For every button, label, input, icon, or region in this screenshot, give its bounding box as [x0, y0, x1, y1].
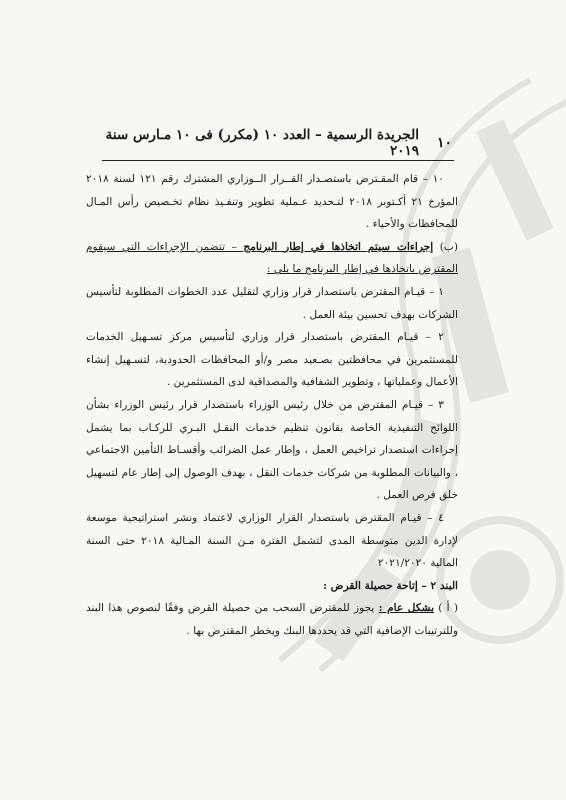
list-item: ٤ – قيـام المقترض باستصدار القرار الوزاري لاعتماد ونشر استراتيجية موسعة لإدارة الدين متوسطة المدى لتشمل الفترة مـن السنة المـالية ٢٠١٨ حتى السنة المالية ٢٠٢١/٢٠٢٠: [86, 511, 458, 570]
page-header: [96, 127, 452, 159]
page-number: ١٠: [436, 135, 452, 151]
list-item: ٣ – قيـام المقترض من خلال رئيس الوزراء باستصدار قرار رئيس الوزراء بشأن اللوائح التنفيذية الخاصة بقانون تنظيم خدمات النقـل البـري للركـاب بما يشمل إجراءات استصدار تراخيص العمل ، وإطار عمل الضرائب وأقسـاط التأمين الاجتماعي ، والبيانات المطلوبة من شركات خدمات النقل ، بهدف الوصول إلى إطار عام لتسهيل خلق فرص العمل .: [86, 398, 458, 502]
clause-2-title: البند ٢ – إتاحة حصيلة القرض :: [323, 579, 458, 592]
clause-2-item-a: [86, 597, 458, 642]
list-item: ١ – قيـام المقترض باستصدار قرار وزاري لتقليل عدد الخطوات المطلوبة لتأسيس الشركات بهدف تحسين بيئة العمل .: [86, 285, 458, 321]
item-a-label: ( أ ): [438, 602, 458, 615]
section-b-paragraph: [86, 236, 458, 281]
item-a-heading: بشكل عام :: [378, 602, 435, 615]
section-b-label: (ب): [439, 240, 458, 253]
section-b-heading: إجراءات سيتم اتخاذها في إطار البرنامج: [243, 240, 434, 253]
list-item: ١٠ – قام المقـترض باستصـدار القــرار الــوزاري المشترك رقم ١٢١ لسنة ٢٠١٨ المؤرخ ٢١ أكـتوبر ٢٠١٨ لتـحديد عـملية تطوير وتنفـيذ نظام تخـصيص رأس المـال للمحافظات والأحياء .: [86, 173, 459, 231]
item-a-text: يجوز للمقترض السحب من حصيلة القرض وفقًا لنصوص هذا البند وللترتيبات الإضافية التي قد يحددها البنك ويخطر المقترض بها .: [86, 602, 458, 637]
list-item: ٢ – قيـام المقترض باستصدار قرار وزاري لتأسيس مركز تسـهيل الخدمات للمستثمرين في محافظتين بصـعيد مصر و/أو المحافظات الحدودية، لتسـهيل إنشاء الأعمال وعملياتها ، وتطوير الشفافية والمصداقية لدى المستثمرين .: [86, 331, 458, 389]
section-b-continuation: المقترض باتخاذها في إطار البرنامج ما يلي :: [266, 263, 458, 276]
header-divider: [102, 160, 454, 161]
section-b-intro: – تتضمن الإجراءات التي سيقوم: [86, 240, 244, 253]
document-body: [86, 168, 458, 642]
gazette-title: الجريدة الرسمية – العدد ١٠ (مكرر) فى ١٠ مـارس سنة ٢٠١٩: [105, 127, 419, 159]
